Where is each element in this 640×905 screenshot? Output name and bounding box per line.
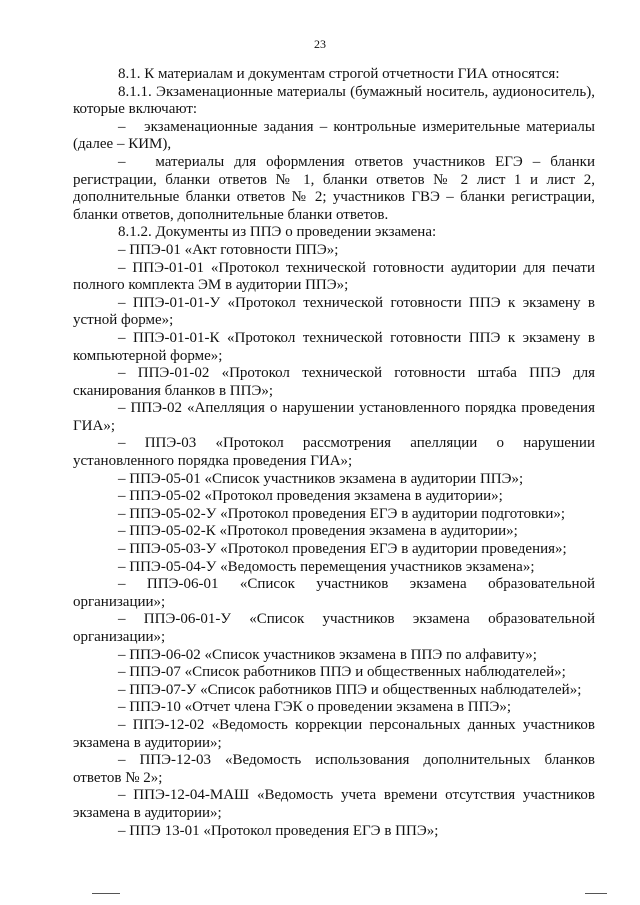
list-item: – ППЭ-05-02-К «Протокол проведения экзамена в аудитории»; bbox=[118, 523, 518, 540]
list-item: – ППЭ-01-01 «Протокол технической готовности аудитории для печати полного комплекта ЭМ в аудитории ППЭ»; bbox=[73, 259, 595, 294]
documents-list bbox=[73, 242, 595, 840]
page-number: 23 bbox=[314, 37, 326, 51]
list-item: – ППЭ-06-02 «Список участников экзамена в ППЭ по алфавиту»; bbox=[118, 646, 537, 663]
section-8-1-heading: 8.1. К материалам и документам строгой отчетности ГИА относятся: bbox=[118, 66, 560, 82]
list-item: – ППЭ 13-01 «Протокол проведения ЕГЭ в ППЭ»; bbox=[118, 822, 439, 839]
scan-artifact-line bbox=[585, 893, 607, 894]
list-item: – ППЭ-01 «Акт готовности ППЭ»; bbox=[118, 241, 339, 258]
list-item: – ППЭ-05-04-У «Ведомость перемещения участников экзамена»; bbox=[118, 558, 535, 575]
list-item: – ППЭ-03 «Протокол рассмотрения апелляции о нарушении установленного порядка проведения ГИА»; bbox=[73, 435, 595, 470]
exam-tasks-item: – экзаменационные задания – контрольные измерительные материалы (далее – КИМ), bbox=[73, 118, 595, 153]
list-item: – ППЭ-02 «Апелляция о нарушении установленного порядка проведения ГИА»; bbox=[73, 400, 595, 434]
list-item: – ППЭ-06-01 «Список участников экзамена образовательной организации»; bbox=[73, 576, 595, 610]
section-8-1-1-heading: 8.1.1. Экзаменационные материалы (бумажный носитель, аудионоситель), которые включают: bbox=[73, 83, 595, 118]
list-item: – ППЭ-05-03-У «Протокол проведения ЕГЭ в аудитории проведения»; bbox=[118, 541, 567, 558]
document-body bbox=[73, 66, 595, 840]
list-item: – ППЭ-06-01-У «Список участников экзамена образовательной организации»; bbox=[73, 611, 595, 645]
list-item: – ППЭ-12-03 «Ведомость использования дополнительных бланков ответов № 2»; bbox=[73, 752, 595, 786]
list-item: – ППЭ-12-02 «Ведомость коррекции персональных данных участников экзамена в аудитории»; bbox=[73, 716, 595, 751]
list-item: – ППЭ-05-01 «Список участников экзамена в аудитории ППЭ»; bbox=[118, 470, 524, 487]
list-item: – ППЭ-12-04-МАШ «Ведомость учета времени отсутствия участников экзамена в аудитории»; bbox=[73, 787, 595, 821]
section-8-1-2-heading: 8.1.2. Документы из ППЭ о проведении экзамена: bbox=[118, 224, 437, 241]
answer-forms-item: – материалы для оформления ответов участников ЕГЭ – бланки регистрации, бланки ответов № 1, бланки ответов № 2 лист 1 и лист 2, дополнительные бланки ответов № 2; участников ГВЭ – бланки регистрации, бланки ответов, дополнительные бланки ответов. bbox=[73, 153, 595, 223]
list-item: – ППЭ-01-02 «Протокол технической готовности штаба ППЭ для сканирования бланков в ППЭ»; bbox=[73, 365, 595, 399]
list-item: – ППЭ-05-02 «Протокол проведения экзамена в аудитории»; bbox=[118, 488, 503, 505]
list-item: – ППЭ-07-У «Список работников ППЭ и общественных наблюдателей»; bbox=[118, 681, 582, 698]
scan-artifact-line bbox=[92, 893, 120, 894]
list-item: – ППЭ-01-01-К «Протокол технической готовности ППЭ к экзамену в компьютерной форме»; bbox=[73, 329, 595, 364]
list-item: – ППЭ-05-02-У «Протокол проведения ЕГЭ в аудитории подготовки»; bbox=[118, 505, 566, 522]
list-item: – ППЭ-10 «Отчет члена ГЭК о проведении экзамена в ППЭ»; bbox=[118, 699, 512, 716]
list-item: – ППЭ-07 «Список работников ППЭ и общественных наблюдателей»; bbox=[118, 664, 566, 681]
list-item: – ППЭ-01-01-У «Протокол технической готовности ППЭ к экзамену в устной форме»; bbox=[73, 294, 595, 329]
